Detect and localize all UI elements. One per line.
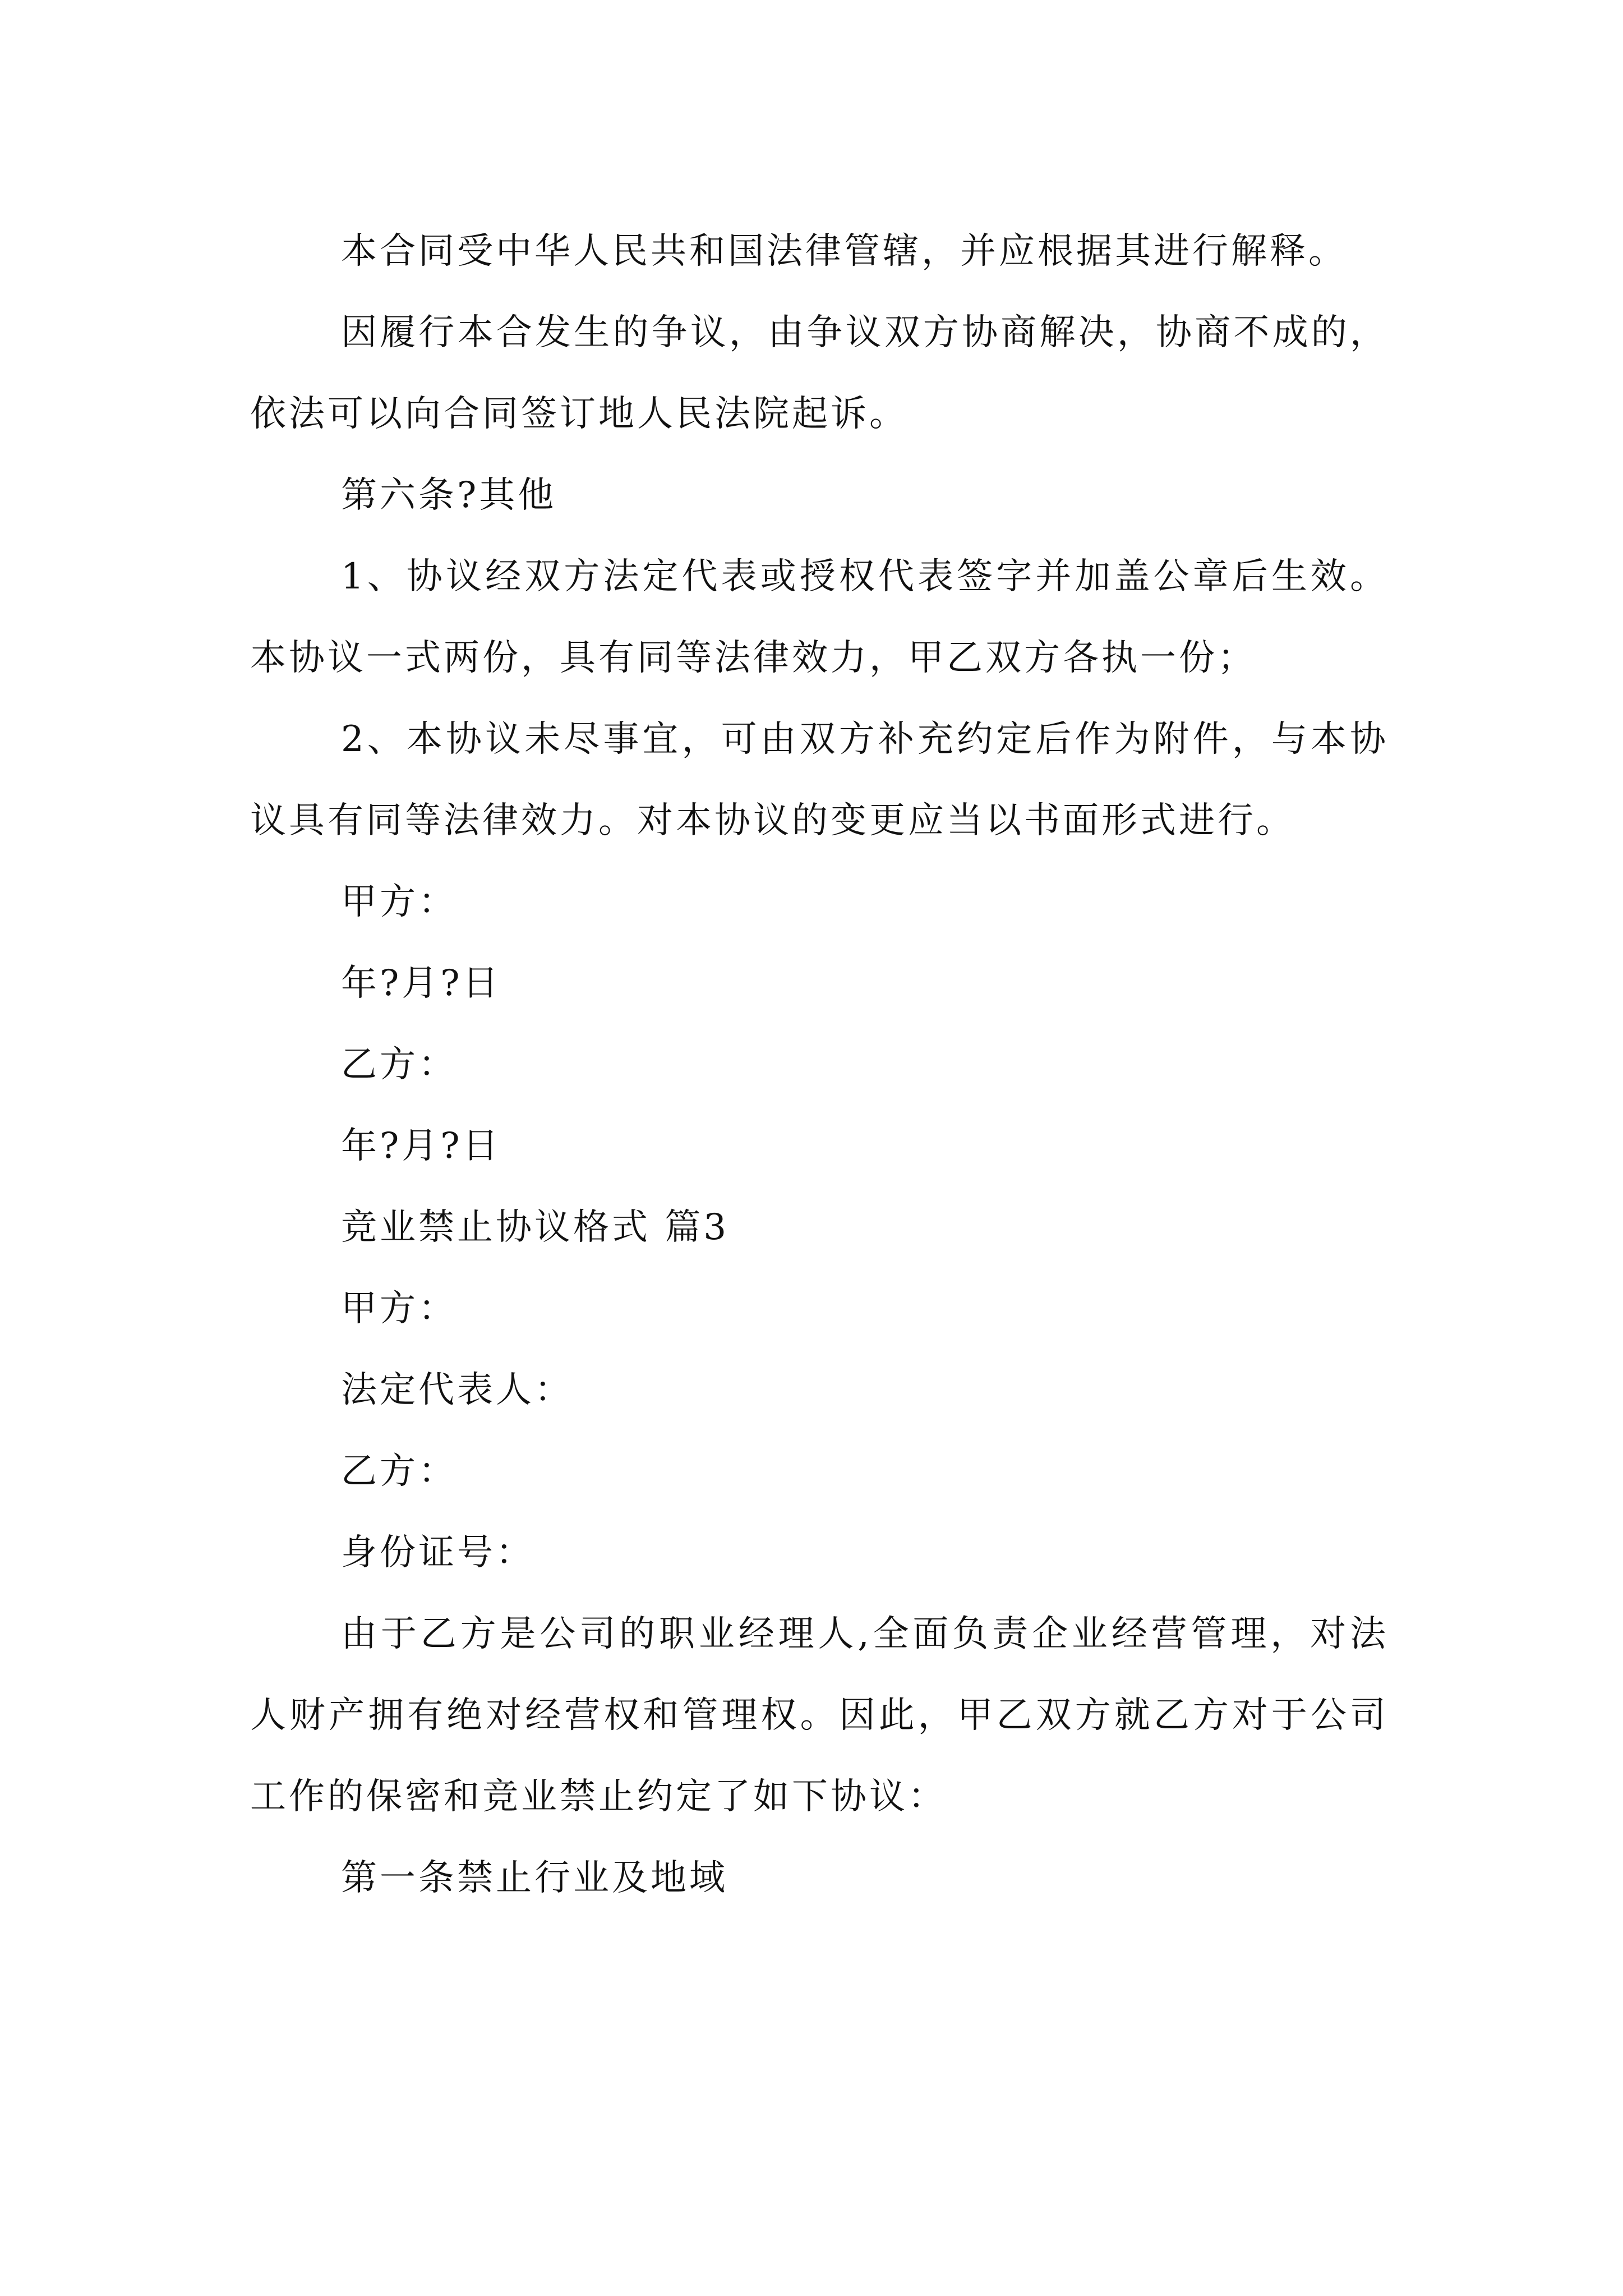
article-6-heading: 第六条?其他 — [341, 475, 557, 516]
clause-2-paragraph: 2、本协议未尽事宜，可由双方补充约定后作为附件，与本协议具有同等法律效力。对本协议的变更应当以书面形式进行。 — [250, 719, 1389, 841]
article-1-heading: 第一条禁止行业及地域 — [341, 1857, 728, 1899]
party-b-signature-line: 乙方： — [341, 1044, 457, 1085]
party-b-date-line: 年?月?日 — [341, 1125, 501, 1167]
preamble-paragraph: 由于乙方是公司的职业经理人,全面负责企业经营管理，对法人财产拥有绝对经营权和管理权。因此，甲乙双方就乙方对于公司工作的保密和竞业禁止约定了如下协议： — [250, 1613, 1389, 1818]
legal-representative-field: 法定代表人： — [341, 1369, 573, 1411]
party-a-field: 甲方： — [341, 1288, 457, 1329]
governing-law-paragraph: 本合同受中华人民共和国法律管辖，并应根据其进行解释。 — [341, 231, 1347, 272]
clause-1-paragraph: 1、协议经双方法定代表或授权代表签字并加盖公章后生效。本协议一式两份，具有同等法律效力，甲乙双方各执一份； — [250, 556, 1389, 679]
dispute-resolution-paragraph: 因履行本合发生的争议，由争议双方协商解决，协商不成的，依法可以向合同签订地人民法院起诉。 — [250, 312, 1389, 435]
party-a-signature-line: 甲方： — [341, 881, 457, 923]
party-b-field: 乙方： — [341, 1451, 457, 1492]
document-body — [250, 211, 1389, 1919]
id-number-field: 身份证号： — [341, 1532, 534, 1573]
party-a-date-line: 年?月?日 — [341, 963, 501, 1004]
section-title: 竞业禁止协议格式 篇3 — [341, 1207, 730, 1248]
